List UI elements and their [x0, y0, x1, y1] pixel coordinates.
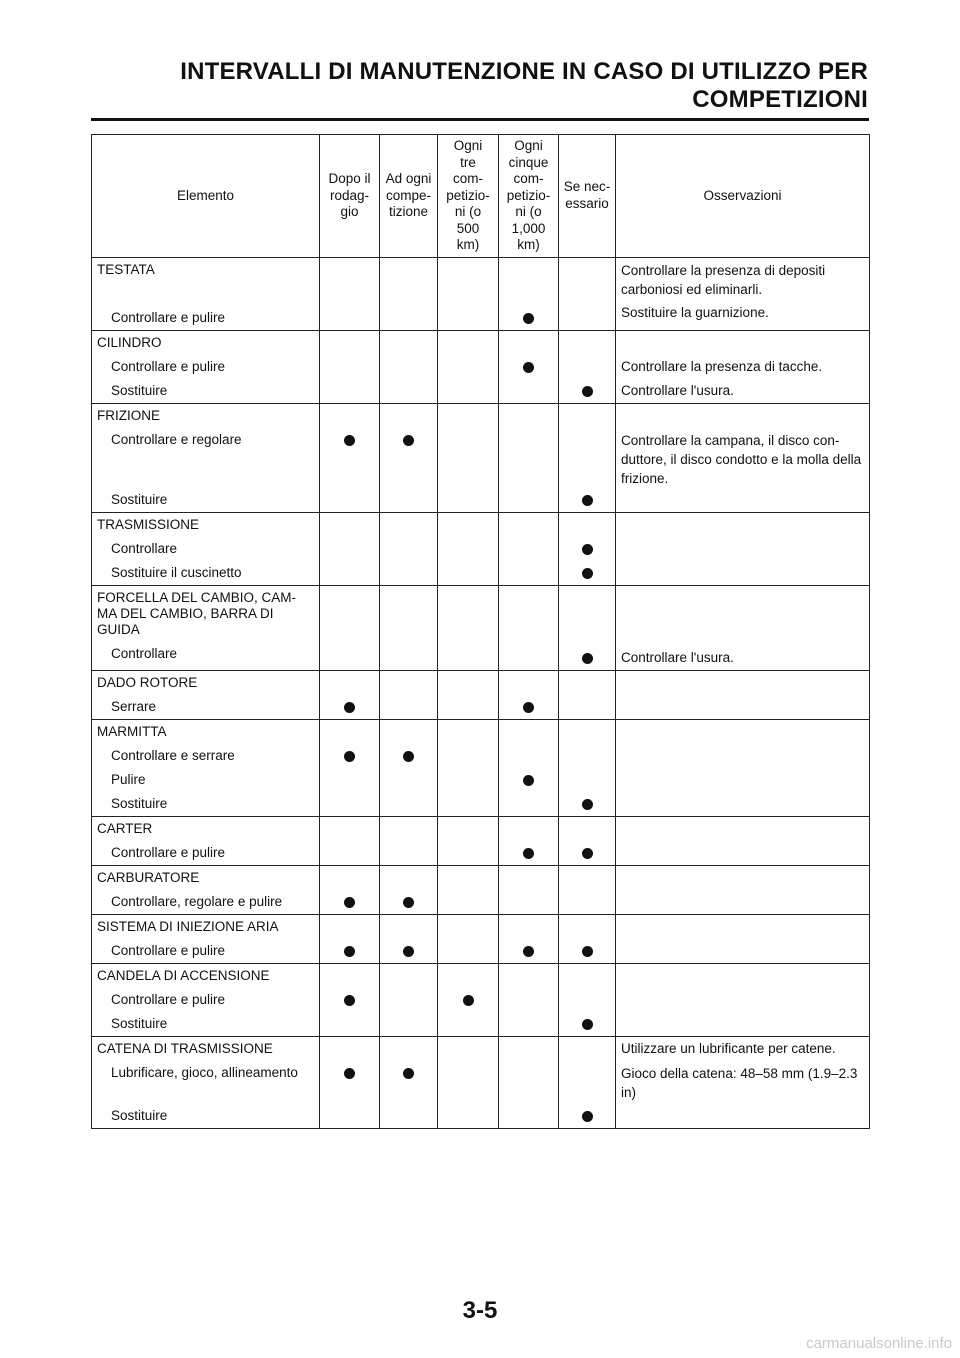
note-text: Gioco della catena: 48–58 mm (1.9–2.3 in): [621, 1065, 858, 1100]
task-label: Lubrificare, gioco, allineamento: [111, 1064, 298, 1080]
item-cell: [92, 865, 320, 914]
task-label: Sostituire: [111, 382, 168, 398]
table-row: [92, 403, 870, 512]
check-dot-icon: [344, 435, 355, 446]
check-dot-icon: [582, 799, 593, 810]
interval-cell-dopo: [320, 403, 380, 512]
check-dot-icon: [582, 1019, 593, 1030]
item-cell: [92, 257, 320, 330]
section-title: CILINDRO: [97, 334, 162, 350]
header-dopo-rodaggio: Dopo il rodag- gio: [320, 135, 380, 258]
task-label: Controllare e pulire: [111, 309, 226, 325]
interval-cell-dopo: [320, 512, 380, 585]
task-label: Controllare e pulire: [111, 844, 226, 860]
item-cell: [92, 1036, 320, 1128]
check-dot-icon: [582, 848, 593, 859]
interval-cell-ogni: [380, 585, 438, 670]
interval-cell-tre: [438, 257, 499, 330]
check-dot-icon: [344, 751, 355, 762]
check-dot-icon: [403, 751, 414, 762]
interval-cell-cinque: [499, 330, 559, 403]
interval-cell-senec: [559, 1036, 616, 1128]
interval-cell-senec: [559, 257, 616, 330]
interval-cell-tre: [438, 670, 499, 719]
interval-cell-dopo: [320, 914, 380, 963]
note-text: Controllare la presenza di tacche.: [621, 358, 823, 374]
task-label: Controllare: [111, 540, 178, 556]
interval-cell-ogni: [380, 403, 438, 512]
task-label: Controllare e pulire: [111, 358, 226, 374]
item-cell: [92, 963, 320, 1036]
interval-cell-ogni: [380, 670, 438, 719]
check-dot-icon: [523, 362, 534, 373]
interval-cell-dopo: [320, 865, 380, 914]
header-ogni-competizione: Ad ogni compe- tizione: [380, 135, 438, 258]
interval-cell-cinque: [499, 963, 559, 1036]
interval-cell-dopo: [320, 1036, 380, 1128]
footer-watermark: carmanualsonline.info: [806, 1335, 952, 1352]
interval-cell-tre: [438, 330, 499, 403]
table-row: [92, 670, 870, 719]
header-ogni-tre: Ogni tre com- petizio- ni (o 500 km): [438, 135, 499, 258]
table-row: [92, 914, 870, 963]
interval-cell-ogni: [380, 330, 438, 403]
check-dot-icon: [463, 995, 474, 1006]
check-dot-icon: [582, 495, 593, 506]
notes-cell: [616, 963, 870, 1036]
interval-cell-senec: [559, 330, 616, 403]
item-cell: [92, 330, 320, 403]
interval-cell-ogni: [380, 719, 438, 816]
check-dot-icon: [523, 946, 534, 957]
notes-cell: [616, 914, 870, 963]
interval-cell-dopo: [320, 257, 380, 330]
check-dot-icon: [344, 702, 355, 713]
interval-cell-senec: [559, 963, 616, 1036]
table-header-row: [92, 135, 870, 258]
notes-cell: [616, 719, 870, 816]
header-ogni-cinque: Ogni cinque com- petizio- ni (o 1,000 km): [499, 135, 559, 258]
interval-cell-cinque: [499, 257, 559, 330]
interval-cell-senec: [559, 865, 616, 914]
interval-cell-ogni: [380, 257, 438, 330]
item-cell: [92, 670, 320, 719]
item-cell: [92, 914, 320, 963]
table-row: [92, 816, 870, 865]
interval-cell-ogni: [380, 963, 438, 1036]
check-dot-icon: [403, 435, 414, 446]
interval-cell-dopo: [320, 585, 380, 670]
table-row: [92, 512, 870, 585]
interval-cell-cinque: [499, 914, 559, 963]
interval-cell-senec: [559, 403, 616, 512]
section-title: CARBURATORE: [97, 869, 200, 885]
check-dot-icon: [403, 897, 414, 908]
interval-cell-senec: [559, 816, 616, 865]
check-dot-icon: [582, 946, 593, 957]
interval-cell-cinque: [499, 719, 559, 816]
interval-cell-cinque: [499, 512, 559, 585]
interval-cell-tre: [438, 585, 499, 670]
interval-cell-dopo: [320, 963, 380, 1036]
section-title: DADO ROTORE: [97, 674, 198, 690]
section-title: CATENA DI TRASMISSIONE: [97, 1040, 273, 1056]
check-dot-icon: [344, 897, 355, 908]
notes-cell: [616, 330, 870, 403]
section-title: FORCELLA DEL CAMBIO, CAM-MA DEL CAMBIO, BARRA DI GUIDA: [97, 589, 297, 637]
note-text: Sostituire la guarnizione.: [621, 304, 769, 320]
note-text: Controllare l'usura.: [621, 382, 734, 398]
task-label: Controllare e regolare: [111, 431, 242, 447]
check-dot-icon: [582, 544, 593, 555]
header-se-necessario: Se nec- essario: [559, 135, 616, 258]
check-dot-icon: [344, 1068, 355, 1079]
table-row: [92, 865, 870, 914]
task-label: Sostituire: [111, 1015, 168, 1031]
check-dot-icon: [523, 848, 534, 859]
section-title: TESTATA: [97, 261, 155, 277]
header-elemento: Elemento: [92, 135, 320, 258]
table-row: [92, 1036, 870, 1128]
notes-cell: [616, 865, 870, 914]
task-label: Pulire: [111, 771, 146, 787]
interval-cell-ogni: [380, 816, 438, 865]
task-label: Sostituire: [111, 795, 168, 811]
interval-cell-senec: [559, 670, 616, 719]
header-osservazioni: Osservazioni: [616, 135, 870, 258]
title-rule: [91, 118, 869, 121]
section-title: MARMITTA: [97, 723, 167, 739]
section-title: SISTEMA DI INIEZIONE ARIA: [97, 918, 279, 934]
interval-cell-ogni: [380, 512, 438, 585]
interval-cell-tre: [438, 816, 499, 865]
task-label: Controllare, regolare e pulire: [111, 893, 283, 909]
maintenance-table: [91, 134, 870, 1129]
interval-cell-cinque: [499, 403, 559, 512]
notes-cell: [616, 1036, 870, 1128]
notes-cell: [616, 403, 870, 512]
task-label: Controllare e pulire: [111, 991, 226, 1007]
table-row: [92, 963, 870, 1036]
interval-cell-dopo: [320, 816, 380, 865]
note-text: Controllare la campana, il disco con-duttore, il disco condotto e la molla della frizione.: [621, 432, 862, 486]
interval-cell-cinque: [499, 585, 559, 670]
interval-cell-cinque: [499, 816, 559, 865]
interval-cell-cinque: [499, 865, 559, 914]
interval-cell-tre: [438, 914, 499, 963]
interval-cell-dopo: [320, 719, 380, 816]
interval-cell-tre: [438, 963, 499, 1036]
task-label: Controllare e pulire: [111, 942, 226, 958]
notes-cell: [616, 816, 870, 865]
check-dot-icon: [344, 995, 355, 1006]
section-title: TRASMISSIONE: [97, 516, 200, 532]
item-cell: [92, 816, 320, 865]
section-title: CARTER: [97, 820, 153, 836]
check-dot-icon: [403, 1068, 414, 1079]
task-label: Serrare: [111, 698, 157, 714]
interval-cell-tre: [438, 719, 499, 816]
check-dot-icon: [582, 386, 593, 397]
check-dot-icon: [523, 702, 534, 713]
page-title: INTERVALLI DI MANUTENZIONE IN CASO DI UTILIZZO PER COMPETIZIONI: [180, 58, 868, 113]
task-label: Sostituire: [111, 491, 168, 507]
item-cell: [92, 585, 320, 670]
section-title: CANDELA DI ACCENSIONE: [97, 967, 270, 983]
section-title: FRIZIONE: [97, 407, 160, 423]
interval-cell-tre: [438, 403, 499, 512]
interval-cell-tre: [438, 865, 499, 914]
item-cell: [92, 719, 320, 816]
check-dot-icon: [403, 946, 414, 957]
interval-cell-ogni: [380, 914, 438, 963]
interval-cell-tre: [438, 512, 499, 585]
notes-cell: [616, 670, 870, 719]
note-text: Utilizzare un lubrificante per catene.: [621, 1040, 836, 1056]
interval-cell-cinque: [499, 1036, 559, 1128]
interval-cell-cinque: [499, 670, 559, 719]
notes-cell: [616, 257, 870, 330]
notes-cell: [616, 512, 870, 585]
page-number: 3-5: [462, 1297, 498, 1324]
task-label: Controllare e serrare: [111, 747, 235, 763]
interval-cell-senec: [559, 914, 616, 963]
table-row: [92, 719, 870, 816]
check-dot-icon: [523, 775, 534, 786]
interval-cell-senec: [559, 719, 616, 816]
table-row: [92, 330, 870, 403]
table-row: [92, 257, 870, 330]
task-label: Sostituire il cuscinetto: [111, 564, 242, 580]
check-dot-icon: [344, 946, 355, 957]
interval-cell-ogni: [380, 865, 438, 914]
check-dot-icon: [582, 1111, 593, 1122]
note-text: Controllare l'usura.: [621, 649, 734, 665]
interval-cell-tre: [438, 1036, 499, 1128]
table-row: [92, 585, 870, 670]
note-text: Controllare la presenza di depositi carboniosi ed eliminarli.: [621, 262, 826, 297]
interval-cell-senec: [559, 512, 616, 585]
item-cell: [92, 512, 320, 585]
check-dot-icon: [582, 653, 593, 664]
check-dot-icon: [523, 313, 534, 324]
item-cell: [92, 403, 320, 512]
check-dot-icon: [582, 568, 593, 579]
interval-cell-dopo: [320, 670, 380, 719]
interval-cell-ogni: [380, 1036, 438, 1128]
task-label: Controllare: [111, 645, 178, 661]
interval-cell-dopo: [320, 330, 380, 403]
notes-cell: [616, 585, 870, 670]
task-label: Sostituire: [111, 1107, 168, 1123]
interval-cell-senec: [559, 585, 616, 670]
